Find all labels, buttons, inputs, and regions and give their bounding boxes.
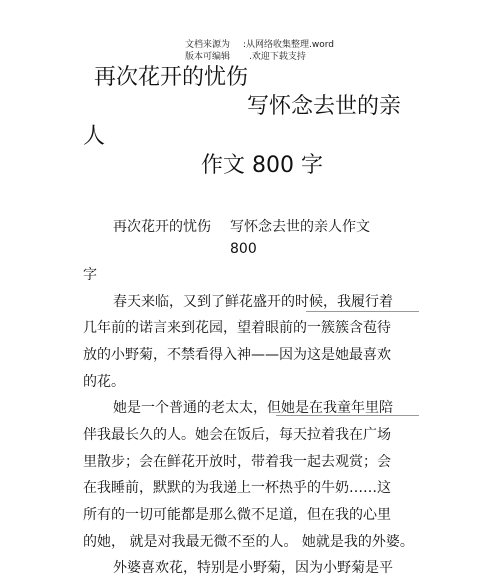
title-line-1: 再次花开的忧伤	[94, 65, 249, 90]
header-download-text: .欢迎下载支持	[249, 52, 306, 62]
header-edit-label: 版本可编辑	[185, 52, 231, 62]
subtitle-part-4: 字	[83, 267, 97, 283]
subtitle-part-1: 再次花开的忧伤	[113, 219, 211, 235]
body-line: 伴我最长久的人。她会在饭后，每天拉着我在广场	[83, 427, 391, 443]
body-line: 里散步；会在鲜花开放时，带着我一起去观赏；会	[83, 454, 391, 470]
header-source-label: 文档来源为	[185, 40, 231, 50]
body-line: 在我睡前，默默的为我递上一杯热乎的牛奶……这	[83, 480, 391, 496]
body-line: 放的小野菊，不禁看得入神——因为这是她最喜欢	[83, 347, 391, 363]
title-line-3: 人	[83, 124, 106, 149]
revision-underline	[276, 415, 419, 416]
body-line: 的花。	[83, 374, 125, 390]
body-line: 几年前的诺言来到花园，望着眼前的一簇簇含苞待	[83, 320, 391, 336]
body-line: 所有的一切可能都是那么微不足道，但在我的心里	[83, 507, 391, 523]
body-line: 她是一个普通的老太太，但她是在我童年里陪	[113, 400, 393, 416]
revision-underline	[306, 311, 419, 312]
title-line-2: 写怀念去世的亲	[247, 94, 402, 119]
body-line: 春天来临，又到了鲜花盛开的时候，我履行着	[113, 294, 393, 310]
subtitle-part-3: 800	[230, 241, 257, 257]
body-line: 外婆喜欢花，特别是小野菊，因为小野菊是平	[113, 560, 393, 576]
subtitle-part-2: 写怀念去世的亲人作文	[230, 219, 370, 235]
body-line: 的她， 就是对我最无微不至的人。 她就是我的外婆。	[83, 534, 414, 550]
header-source-text: :从网络收集整理.word	[243, 40, 335, 50]
title-line-4: 作文 800 字	[201, 153, 323, 178]
